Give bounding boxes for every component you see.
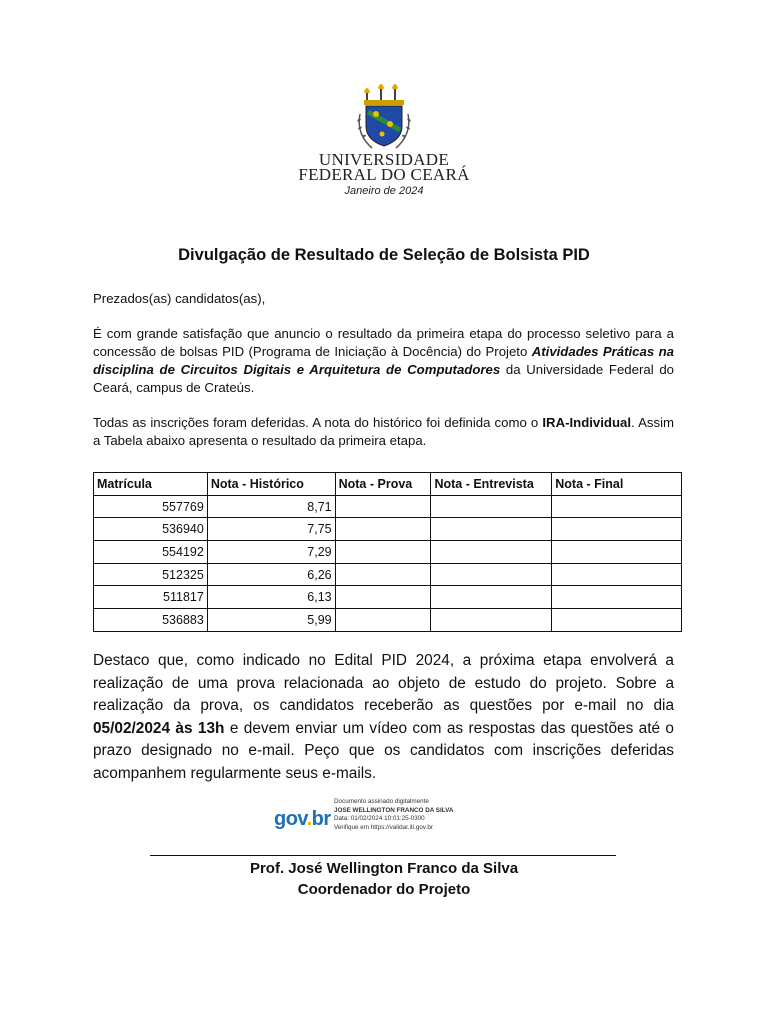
ufc-crest-icon xyxy=(352,84,416,154)
cell-final xyxy=(552,518,682,541)
notes-text-1: Todas as inscrições foram deferidas. A nota do histórico foi definida como o xyxy=(93,415,543,430)
cell-entrevista xyxy=(431,586,552,609)
intro-text-2: da Universidade Federal do Ceará, campus de Crateús. xyxy=(93,362,674,395)
cell-entrevista xyxy=(431,495,552,518)
header-nota-historico: Nota - Histórico xyxy=(207,473,335,496)
header-nota-final: Nota - Final xyxy=(552,473,682,496)
greeting: Prezados(as) candidatos(as), xyxy=(93,291,266,306)
header-nota-entrevista: Nota - Entrevista xyxy=(431,473,552,496)
document-date: Janeiro de 2024 xyxy=(344,185,424,197)
cell-entrevista xyxy=(431,609,552,632)
intro-paragraph xyxy=(93,325,674,397)
cell-historico: 8,71 xyxy=(207,495,335,518)
header-nota-prova: Nota - Prova xyxy=(335,473,431,496)
signature-line xyxy=(150,855,616,856)
ira-label: IRA-Individual xyxy=(542,415,632,430)
table-header-row xyxy=(94,473,682,496)
cell-prova xyxy=(335,518,431,541)
stamp-date: Data: 01/02/2024 10:01:25-0300 xyxy=(334,815,425,823)
cell-prova xyxy=(335,609,431,632)
cell-historico: 7,29 xyxy=(207,541,335,564)
final-text-1: Destaco que, como indicado no Edital PID 2024, a próxima etapa envolverá a realização de uma prova relacionada ao objeto de estudo do projeto. Sobre a realização da prova, os candidatos receberão as questões por e-mail no dia xyxy=(93,652,674,714)
stamp-details xyxy=(334,798,453,832)
table-row xyxy=(94,495,682,518)
cell-historico: 6,26 xyxy=(207,563,335,586)
table-row xyxy=(94,518,682,541)
digital-signature-stamp xyxy=(274,798,474,838)
cell-entrevista xyxy=(431,541,552,564)
govbr-logo: gov.br xyxy=(274,808,331,830)
final-text-2: e devem enviar um vídeo com as respostas das questões até o prazo designado no e-mail. Peço que os candidatos com inscrições deferidas acompanhem regularmente seus e-mails. xyxy=(93,719,674,782)
cell-matricula: 512325 xyxy=(94,563,208,586)
cell-historico: 6,13 xyxy=(207,586,335,609)
table-row xyxy=(94,609,682,632)
cell-matricula: 536940 xyxy=(94,518,208,541)
cell-final xyxy=(552,495,682,518)
final-paragraph xyxy=(93,650,674,785)
cell-prova xyxy=(335,563,431,586)
cell-matricula: 511817 xyxy=(94,586,208,609)
cell-final xyxy=(552,563,682,586)
stamp-label: Documento assinado digitalmente xyxy=(334,798,429,805)
header-matricula: Matrícula xyxy=(94,473,208,496)
cell-entrevista xyxy=(431,563,552,586)
cell-matricula: 554192 xyxy=(94,541,208,564)
cell-prova xyxy=(335,495,431,518)
university-logo xyxy=(0,84,768,154)
signer-role: Coordenador do Projeto xyxy=(297,881,471,898)
university-name-line1: UNIVERSIDADE xyxy=(318,150,450,169)
notes-paragraph xyxy=(93,414,674,450)
table-row xyxy=(94,563,682,586)
cell-historico: 7,75 xyxy=(207,518,335,541)
stamp-signer: JOSE WELLINGTON FRANCO DA SILVA xyxy=(334,806,454,814)
signer-name: Prof. José Wellington Franco da Silva xyxy=(249,860,519,877)
table-row xyxy=(94,586,682,609)
cell-historico: 5,99 xyxy=(207,609,335,632)
cell-final xyxy=(552,609,682,632)
cell-final xyxy=(552,586,682,609)
cell-prova xyxy=(335,541,431,564)
cell-final xyxy=(552,541,682,564)
results-table xyxy=(93,472,682,632)
project-name: Atividades Práticas na disciplina de Circuitos Digitais e Arquitetura de Computadores xyxy=(93,344,674,377)
stamp-verify: Verifique em https://validar.iti.gov.br xyxy=(334,823,433,831)
cell-matricula: 536883 xyxy=(94,609,208,632)
university-name-line2: FEDERAL DO CEARÁ xyxy=(298,165,470,184)
table-row xyxy=(94,541,682,564)
document-title: Divulgação de Resultado de Seleção de Bolsista PID xyxy=(178,246,590,264)
cell-entrevista xyxy=(431,518,552,541)
intro-text-1: É com grande satisfação que anuncio o resultado da primeira etapa do processo seletivo para a concessão de bolsas PID (Programa de Iniciação à Docência) do Projeto xyxy=(93,326,674,359)
cell-prova xyxy=(335,586,431,609)
cell-matricula: 557769 xyxy=(94,495,208,518)
notes-text-2: . Assim a Tabela abaixo apresenta o resultado da primeira etapa. xyxy=(93,415,674,448)
exam-date: 05/02/2024 às 13h xyxy=(93,719,225,737)
